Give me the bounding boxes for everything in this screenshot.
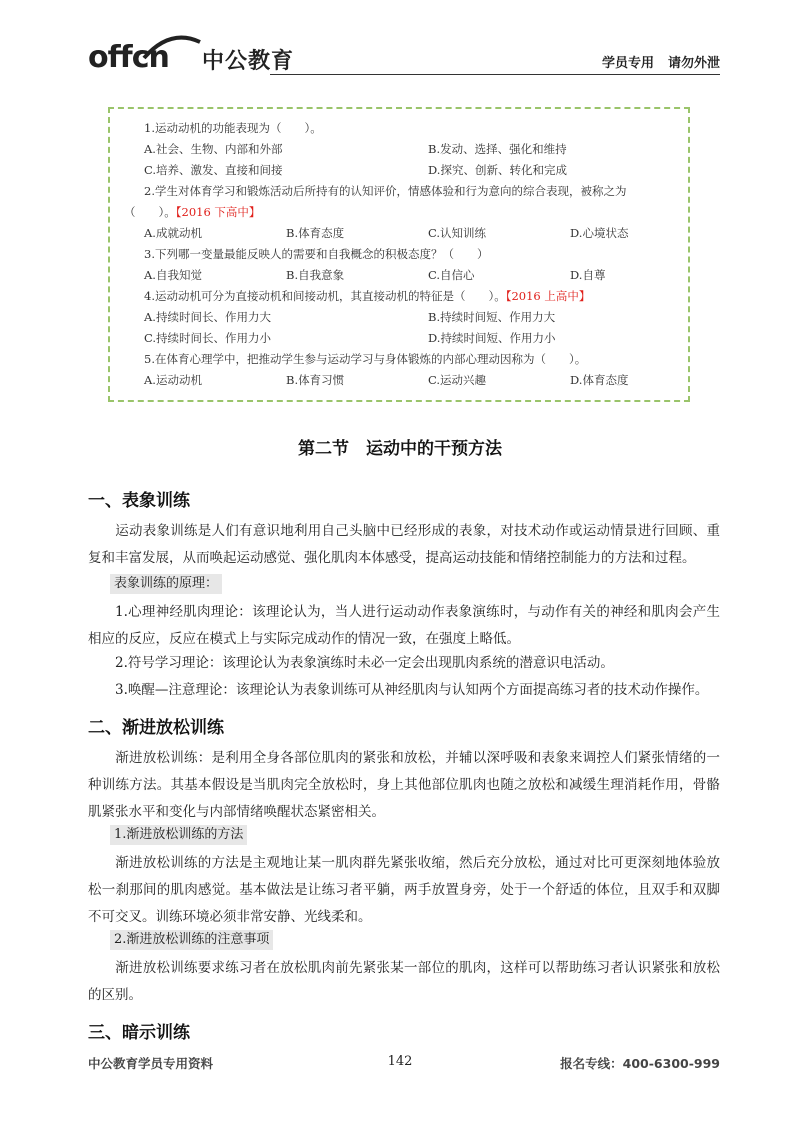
imagery-intro-paragraph [88,518,720,572]
logo-cn: 中公教育 [202,49,295,74]
question-4-option-d: D.持续时间短、作用力小 [428,331,556,345]
question-1-stem: 1.运动动机的功能表现为（ ）。 [144,121,322,135]
header-tags [602,52,720,71]
relaxation-method-label: 1.渐进放松训练的方法 [110,825,247,845]
heading-imagery-training: 一、表象训练 [88,491,190,511]
heading-suggestion-training: 三、暗示训练 [88,1023,190,1043]
question-5-option-a: A.运动动机 [144,373,202,387]
imagery-principle-label: 表象训练的原理： [110,574,222,594]
question-2-blank: （ ）。 [124,205,176,219]
question-4-option-a: A.持续时间长、作用力大 [144,310,271,324]
question-1-option-d: D.探究、创新、转化和完成 [428,163,567,177]
question-3-option-a: A.自我知觉 [144,268,202,282]
relaxation-intro-paragraph [88,745,720,826]
relaxation-notes-text: 渐进放松训练要求练习者在放松肌肉前先紧张某一部位的肌肉，这样可以帮助练习者认识紧张和放松的区别。 [88,960,720,1003]
relaxation-notes-label: 2.渐进放松训练的注意事项 [110,930,273,950]
question-3-option-c: C.自信心 [428,268,475,282]
imagery-intro-text: 运动表象训练是人们有意识地利用自己头脑中已经形成的表象，对技术动作或运动情景进行回顾、重复和丰富发展，从而唤起运动感觉、强化肌肉本体感受，提高运动技能和情绪控制能力的方法和过程。 [88,523,720,566]
question-3-option-d: D.自尊 [570,268,606,282]
question-4-source-tag: 【2016 上高中】 [505,289,591,303]
page-number: 142 [387,1054,413,1069]
header-tag-member: 学员专用 [601,56,654,71]
imagery-principle-3-paragraph [88,677,720,704]
footer-left-text: 中公教育学员专用资料 [88,1056,214,1071]
imagery-principle-2-text: 2.符号学习理论：该理论认为表象演练时未必一定会出现肌肉系统的潜意识电活动。 [115,655,614,671]
relaxation-method-text: 渐进放松训练的方法是主观地让某一肌肉群先紧张收缩，然后充分放松，通过对比可更深刻地体验放松一刹那间的肌肉感觉。基本做法是让练习者平躺，两手放置身旁，处于一个舒适的体位，且双手和双脚不可交叉。训练环境必须非常安静、光线柔和。 [88,855,720,925]
question-2-option-c: C.认知训练 [428,226,487,240]
header-tag-confidential: 请勿外泄 [667,56,720,71]
question-1-option-a: A.社会、生物、内部和外部 [144,142,283,156]
logo-offcn: offcn [88,40,169,75]
question-2-stem-cont [124,204,260,220]
section-title: 第二节 运动中的干预方法 [298,439,502,459]
question-2-option-a: A.成就动机 [144,226,202,240]
heading-progressive-relaxation: 二、渐进放松训练 [88,718,224,738]
question-4-stem-line [144,288,590,304]
question-5-stem: 5.在体育心理学中，把推动学生参与运动学习与身体锻炼的内部心理动因称为（ ）。 [144,352,587,366]
question-3-stem: 3.下列哪一变量最能反映人的需要和自我概念的积极态度？（ ） [144,247,489,261]
question-2-source-tag: 【2016 下高中】 [175,205,261,219]
question-4-option-b: B.持续时间短、作用力大 [428,310,556,324]
question-4-option-c: C.持续时间长、作用力小 [144,331,272,345]
question-3-option-b: B.自我意象 [286,268,345,282]
exercise-box [108,107,690,402]
imagery-principle-1-paragraph [88,599,720,653]
imagery-principle-1-text: 1.心理神经肌肉理论：该理论认为，当人进行运动动作表象演练时，与动作有关的神经和肌肉会产生相应的反应，反应在模式上与实际完成动作的情况一致，在强度上略低。 [88,604,720,647]
relaxation-notes-paragraph [88,955,720,1009]
question-5-option-c: C.运动兴趣 [428,373,487,387]
question-5-option-d: D.体育态度 [570,373,629,387]
logo-arc-icon [140,34,202,60]
question-2-option-b: B.体育态度 [286,226,345,240]
relaxation-intro-text: 渐进放松训练：是利用全身各部位肌肉的紧张和放松，并辅以深呼吸和表象来调控人们紧张情绪的一种训练方法。其基本假设是当肌肉完全放松时，身上其他部位肌肉也随之放松和减缓生理消耗作用，骨骼肌紧张水平和变化与内部情绪唤醒状态紧密相关。 [88,750,720,820]
question-5-option-b: B.体育习惯 [286,373,345,387]
page-header [88,34,720,78]
question-1-option-c: C.培养、激发、直接和间接 [144,163,283,177]
imagery-principle-3-text: 3.唤醒—注意理论：该理论认为表象训练可从神经肌肉与认知两个方面提高练习者的技术动作操作。 [115,682,709,698]
imagery-principle-2-paragraph [88,650,720,677]
header-rule [270,74,720,75]
question-2-stem: 2.学生对体育学习和锻炼活动后所持有的认知评价，情感体验和行为意向的综合表现，被称之为 [144,184,627,198]
question-2-option-d: D.心境状态 [570,226,629,240]
footer-hotline: 报名专线：400-6300-999 [560,1056,720,1071]
relaxation-method-paragraph [88,850,720,931]
question-4-stem: 4.运动动机可分为直接动机和间接动机，其直接动机的特征是（ ）。 [144,289,506,303]
question-1-option-b: B.发动、选择、强化和维持 [428,142,567,156]
